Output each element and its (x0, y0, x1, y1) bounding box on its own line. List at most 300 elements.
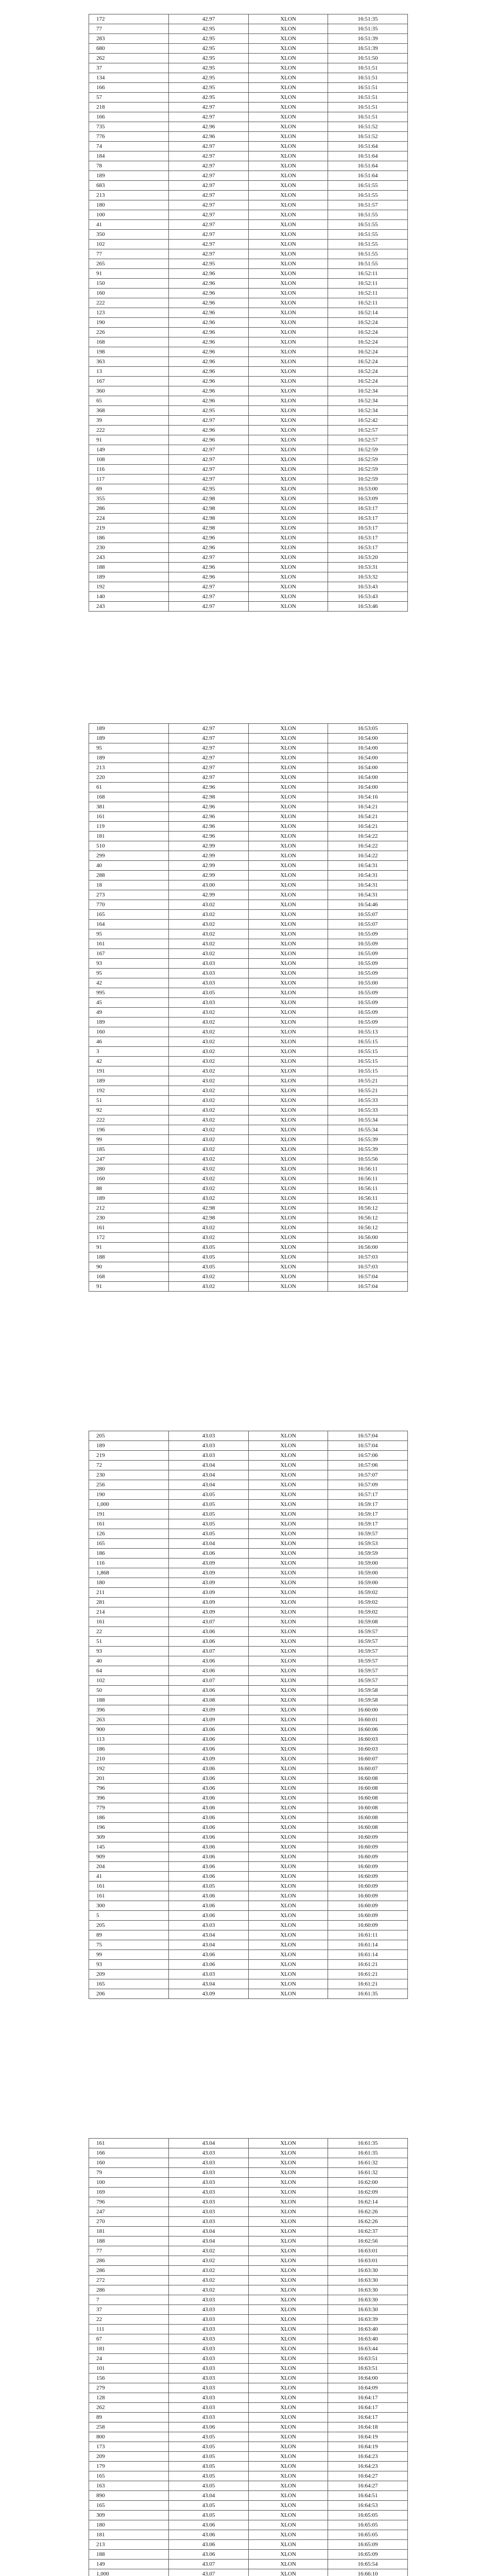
table-row (89, 2481, 408, 2491)
table-row (89, 465, 408, 474)
time-cell: 16:61:21 (328, 1970, 408, 1979)
venue-cell: XLON (249, 14, 328, 24)
price-cell: 42.97 (169, 474, 249, 484)
table-row (89, 2148, 408, 2158)
time-cell: 16:60:09 (328, 1891, 408, 1901)
quantity-cell: 188 (89, 563, 169, 572)
venue-cell: XLON (249, 2413, 328, 2422)
price-cell: 43.04 (169, 1480, 249, 1490)
price-cell: 43.02 (169, 1155, 249, 1164)
venue-cell: XLON (249, 24, 328, 34)
price-cell: 43.03 (169, 2364, 249, 2374)
quantity-cell: 39 (89, 416, 169, 426)
price-cell: 42.97 (169, 151, 249, 161)
venue-cell: XLON (249, 1549, 328, 1558)
quantity-cell: 145 (89, 1842, 169, 1852)
price-cell: 43.09 (169, 1715, 249, 1725)
trades-table-2 (89, 723, 408, 1292)
time-cell: 16:64:27 (328, 2471, 408, 2481)
time-cell: 16:59:57 (328, 1529, 408, 1539)
quantity-cell: 219 (89, 1451, 169, 1461)
quantity-cell: 213 (89, 191, 169, 200)
quantity-cell: 222 (89, 426, 169, 435)
price-cell: 43.04 (169, 1539, 249, 1549)
time-cell: 16:63:30 (328, 2285, 408, 2295)
venue-cell: XLON (249, 1047, 328, 1057)
venue-cell: XLON (249, 724, 328, 734)
time-cell: 16:52:59 (328, 474, 408, 484)
price-cell: 43.04 (169, 2227, 249, 2236)
venue-cell: XLON (249, 1568, 328, 1578)
quantity-cell: 180 (89, 1578, 169, 1588)
table-row (89, 1960, 408, 1970)
table-row (89, 2285, 408, 2295)
table-row (89, 1842, 408, 1852)
table-row (89, 191, 408, 200)
price-cell: 42.97 (169, 240, 249, 249)
table-row (89, 308, 408, 318)
quantity-cell: 166 (89, 112, 169, 122)
venue-cell: XLON (249, 1891, 328, 1901)
quantity-cell: 247 (89, 2207, 169, 2217)
quantity-cell: 165 (89, 2501, 169, 2511)
quantity-cell: 262 (89, 2403, 169, 2413)
quantity-cell: 166 (89, 83, 169, 93)
time-cell: 16:51:55 (328, 210, 408, 220)
price-cell: 43.03 (169, 2148, 249, 2158)
venue-cell: XLON (249, 812, 328, 822)
quantity-cell: 222 (89, 1115, 169, 1125)
time-cell: 16:63:39 (328, 2315, 408, 2325)
table-row (89, 792, 408, 802)
price-cell: 43.03 (169, 1431, 249, 1441)
venue-cell: XLON (249, 2432, 328, 2442)
quantity-cell: 168 (89, 337, 169, 347)
table-row (89, 743, 408, 753)
venue-cell: XLON (249, 851, 328, 861)
table-row (89, 2501, 408, 2511)
price-cell: 42.97 (169, 210, 249, 220)
venue-cell: XLON (249, 112, 328, 122)
price-cell: 43.05 (169, 2511, 249, 2520)
quantity-cell: 273 (89, 890, 169, 900)
venue-cell: XLON (249, 880, 328, 890)
venue-cell: XLON (249, 44, 328, 54)
venue-cell: XLON (249, 406, 328, 416)
table-row (89, 289, 408, 298)
venue-cell: XLON (249, 249, 328, 259)
quantity-cell: 100 (89, 210, 169, 220)
price-cell: 43.02 (169, 1086, 249, 1096)
time-cell: 16:54:21 (328, 812, 408, 822)
venue-cell: XLON (249, 1901, 328, 1911)
quantity-cell: 283 (89, 34, 169, 44)
price-cell: 43.06 (169, 1666, 249, 1676)
venue-cell: XLON (249, 1174, 328, 1184)
venue-cell: XLON (249, 2550, 328, 2560)
quantity-cell: 222 (89, 298, 169, 308)
price-cell: 43.06 (169, 1774, 249, 1784)
price-cell: 43.04 (169, 2139, 249, 2148)
time-cell: 16:64:27 (328, 2481, 408, 2491)
quantity-cell: 7 (89, 2295, 169, 2305)
price-cell: 43.02 (169, 1047, 249, 1057)
time-cell: 16:59:00 (328, 1558, 408, 1568)
quantity-cell: 180 (89, 200, 169, 210)
quantity-cell: 281 (89, 1598, 169, 1607)
venue-cell: XLON (249, 2374, 328, 2383)
venue-cell: XLON (249, 1696, 328, 1705)
quantity-cell: 185 (89, 1145, 169, 1155)
venue-cell: XLON (249, 783, 328, 792)
time-cell: 16:53:17 (328, 533, 408, 543)
time-cell: 16:60:08 (328, 1784, 408, 1793)
price-cell: 43.05 (169, 2452, 249, 2462)
price-cell: 43.03 (169, 959, 249, 969)
venue-cell: XLON (249, 1252, 328, 1262)
quantity-cell: 161 (89, 812, 169, 822)
venue-cell: XLON (249, 2344, 328, 2354)
venue-cell: XLON (249, 1705, 328, 1715)
venue-cell: XLON (249, 523, 328, 533)
quantity-cell: 779 (89, 1803, 169, 1813)
venue-cell: XLON (249, 1607, 328, 1617)
table-row (89, 1627, 408, 1637)
price-cell: 43.03 (169, 2158, 249, 2168)
quantity-cell: 198 (89, 347, 169, 357)
table-row (89, 1930, 408, 1940)
table-row (89, 1784, 408, 1793)
price-cell: 42.97 (169, 734, 249, 743)
quantity-cell: 3 (89, 1047, 169, 1057)
venue-cell: XLON (249, 2364, 328, 2374)
venue-cell: XLON (249, 1813, 328, 1823)
time-cell: 16:55:34 (328, 1125, 408, 1135)
venue-cell: XLON (249, 1921, 328, 1930)
venue-cell: XLON (249, 563, 328, 572)
price-cell: 43.02 (169, 1066, 249, 1076)
time-cell: 16:63:51 (328, 2354, 408, 2364)
price-cell: 43.05 (169, 1500, 249, 1510)
time-cell: 16:55:09 (328, 939, 408, 949)
table-row (89, 1823, 408, 1833)
price-cell: 43.06 (169, 1627, 249, 1637)
venue-cell: XLON (249, 1500, 328, 1510)
price-cell: 42.95 (169, 259, 249, 269)
table-row (89, 802, 408, 812)
time-cell: 16:60:09 (328, 1872, 408, 1882)
quantity-cell: 212 (89, 1204, 169, 1213)
time-cell: 16:53:43 (328, 592, 408, 602)
price-cell: 42.98 (169, 494, 249, 504)
table-row (89, 2491, 408, 2501)
price-cell: 43.05 (169, 2471, 249, 2481)
price-cell: 43.05 (169, 1529, 249, 1539)
quantity-cell: 161 (89, 2139, 169, 2148)
venue-cell: XLON (249, 210, 328, 220)
time-cell: 16:54:46 (328, 900, 408, 910)
price-cell: 43.02 (169, 1037, 249, 1047)
time-cell: 16:51:64 (328, 161, 408, 171)
quantity-cell: 189 (89, 753, 169, 763)
price-cell: 43.04 (169, 2236, 249, 2246)
venue-cell: XLON (249, 289, 328, 298)
quantity-cell: 995 (89, 988, 169, 998)
venue-cell: XLON (249, 386, 328, 396)
table-row (89, 367, 408, 377)
time-cell: 16:60:09 (328, 1901, 408, 1911)
venue-cell: XLON (249, 328, 328, 337)
venue-cell: XLON (249, 1960, 328, 1970)
table-row (89, 377, 408, 386)
quantity-cell: 683 (89, 181, 169, 191)
time-cell: 16:61:21 (328, 1979, 408, 1989)
price-cell: 43.05 (169, 2501, 249, 2511)
time-cell: 16:54:00 (328, 753, 408, 763)
venue-cell: XLON (249, 1930, 328, 1940)
time-cell: 16:56:11 (328, 1174, 408, 1184)
venue-cell: XLON (249, 582, 328, 592)
venue-cell: XLON (249, 34, 328, 44)
table-row (89, 2364, 408, 2374)
venue-cell: XLON (249, 802, 328, 812)
venue-cell: XLON (249, 1057, 328, 1066)
venue-cell: XLON (249, 1862, 328, 1872)
table-row (89, 1510, 408, 1519)
table-row (89, 230, 408, 240)
price-cell: 42.96 (169, 822, 249, 832)
price-cell: 42.99 (169, 890, 249, 900)
quantity-cell: 279 (89, 2383, 169, 2393)
quantity-cell: 272 (89, 2276, 169, 2285)
table-row (89, 1696, 408, 1705)
time-cell: 16:60:09 (328, 1921, 408, 1930)
quantity-cell: 102 (89, 1676, 169, 1686)
time-cell: 16:57:17 (328, 1490, 408, 1500)
venue-cell: XLON (249, 841, 328, 851)
time-cell: 16:55:09 (328, 929, 408, 939)
venue-cell: XLON (249, 1882, 328, 1891)
time-cell: 16:61:21 (328, 1960, 408, 1970)
venue-cell: XLON (249, 1145, 328, 1155)
time-cell: 16:60:09 (328, 1842, 408, 1852)
table-row (89, 1115, 408, 1125)
time-cell: 16:54:21 (328, 822, 408, 832)
quantity-cell: 286 (89, 2266, 169, 2276)
table-row (89, 2305, 408, 2315)
price-cell: 43.06 (169, 1950, 249, 1960)
table-row (89, 1223, 408, 1233)
venue-cell: XLON (249, 1519, 328, 1529)
quantity-cell: 113 (89, 1735, 169, 1744)
price-cell: 42.95 (169, 83, 249, 93)
table-row (89, 1057, 408, 1066)
time-cell: 16:54:21 (328, 802, 408, 812)
quantity-cell: 161 (89, 939, 169, 949)
quantity-cell: 186 (89, 1744, 169, 1754)
quantity-cell: 123 (89, 308, 169, 318)
quantity-cell: 188 (89, 1696, 169, 1705)
price-cell: 43.03 (169, 2207, 249, 2217)
price-cell: 42.96 (169, 132, 249, 142)
time-cell: 16:56:00 (328, 1243, 408, 1252)
price-cell: 42.97 (169, 773, 249, 783)
price-cell: 42.97 (169, 230, 249, 240)
time-cell: 16:52:24 (328, 318, 408, 328)
quantity-cell: 900 (89, 1725, 169, 1735)
table-row (89, 563, 408, 572)
venue-cell: XLON (249, 308, 328, 318)
venue-cell: XLON (249, 2403, 328, 2413)
venue-cell: XLON (249, 1715, 328, 1725)
price-cell: 43.06 (169, 1823, 249, 1833)
price-cell: 43.03 (169, 998, 249, 1008)
price-cell: 43.09 (169, 1588, 249, 1598)
table-row (89, 83, 408, 93)
price-cell: 43.03 (169, 2354, 249, 2364)
price-cell: 43.09 (169, 1598, 249, 1607)
table-row (89, 1441, 408, 1451)
quantity-cell: 355 (89, 494, 169, 504)
time-cell: 16:64:51 (328, 2491, 408, 2501)
trades-table-4 (89, 2138, 408, 2576)
table-row (89, 1754, 408, 1764)
quantity-cell: 65 (89, 396, 169, 406)
time-cell: 16:51:51 (328, 63, 408, 73)
quantity-cell: 186 (89, 1549, 169, 1558)
quantity-cell: 92 (89, 1106, 169, 1115)
time-cell: 16:60:08 (328, 1823, 408, 1833)
price-cell: 43.02 (169, 1096, 249, 1106)
time-cell: 16:52:14 (328, 308, 408, 318)
time-cell: 16:60:09 (328, 1862, 408, 1872)
time-cell: 16:65:05 (328, 2511, 408, 2520)
price-cell: 43.03 (169, 2413, 249, 2422)
price-cell: 42.97 (169, 112, 249, 122)
quantity-cell: 735 (89, 122, 169, 132)
table-row (89, 1194, 408, 1204)
price-cell: 42.97 (169, 14, 249, 24)
table-row (89, 2315, 408, 2325)
venue-cell: XLON (249, 1431, 328, 1441)
quantity-cell: 262 (89, 54, 169, 63)
quantity-cell: 91 (89, 435, 169, 445)
time-cell: 16:52:24 (328, 347, 408, 357)
price-cell: 42.96 (169, 347, 249, 357)
time-cell: 16:51:55 (328, 230, 408, 240)
time-cell: 16:63:30 (328, 2276, 408, 2285)
venue-cell: XLON (249, 592, 328, 602)
table-row (89, 1901, 408, 1911)
table-row (89, 455, 408, 465)
time-cell: 16:52:34 (328, 386, 408, 396)
price-cell: 43.02 (169, 1057, 249, 1066)
quantity-cell: 211 (89, 1588, 169, 1598)
quantity-cell: 243 (89, 602, 169, 612)
venue-cell: XLON (249, 743, 328, 753)
time-cell: 16:55:09 (328, 969, 408, 978)
quantity-cell: 50 (89, 1686, 169, 1696)
quantity-cell: 186 (89, 1813, 169, 1823)
time-cell: 16:53:17 (328, 523, 408, 533)
time-cell: 16:54:00 (328, 783, 408, 792)
quantity-cell: 206 (89, 1989, 169, 1999)
price-cell: 42.98 (169, 514, 249, 523)
venue-cell: XLON (249, 1872, 328, 1882)
quantity-cell: 189 (89, 1194, 169, 1204)
price-cell: 43.03 (169, 2325, 249, 2334)
price-cell: 42.97 (169, 191, 249, 200)
price-cell: 43.07 (169, 1676, 249, 1686)
price-cell: 43.06 (169, 1549, 249, 1558)
quantity-cell: 214 (89, 1607, 169, 1617)
quantity-cell: 111 (89, 2325, 169, 2334)
time-cell: 16:51:35 (328, 24, 408, 34)
time-cell: 16:62:00 (328, 2178, 408, 2188)
time-cell: 16:60:09 (328, 1882, 408, 1891)
quantity-cell: 95 (89, 969, 169, 978)
table-row (89, 1656, 408, 1666)
table-row (89, 1155, 408, 1164)
venue-cell: XLON (249, 103, 328, 112)
venue-cell: XLON (249, 1744, 328, 1754)
quantity-cell: 186 (89, 533, 169, 543)
price-cell: 43.06 (169, 1813, 249, 1823)
price-cell: 42.98 (169, 1204, 249, 1213)
price-cell: 43.05 (169, 1262, 249, 1272)
quantity-cell: 280 (89, 1164, 169, 1174)
quantity-cell: 93 (89, 959, 169, 969)
venue-cell: XLON (249, 2334, 328, 2344)
quantity-cell: 75 (89, 1940, 169, 1950)
price-cell: 43.05 (169, 1252, 249, 1262)
time-cell: 16:62:14 (328, 2197, 408, 2207)
venue-cell: XLON (249, 1970, 328, 1979)
table-row (89, 2462, 408, 2471)
time-cell: 16:54:00 (328, 743, 408, 753)
price-cell: 43.02 (169, 2285, 249, 2295)
price-cell: 43.04 (169, 1470, 249, 1480)
venue-cell: XLON (249, 181, 328, 191)
time-cell: 16:51:51 (328, 103, 408, 112)
price-cell: 43.05 (169, 1243, 249, 1252)
table-row (89, 2422, 408, 2432)
price-cell: 43.02 (169, 939, 249, 949)
venue-cell: XLON (249, 2188, 328, 2197)
venue-cell: XLON (249, 792, 328, 802)
quantity-cell: 41 (89, 1872, 169, 1882)
table-row (89, 939, 408, 949)
venue-cell: XLON (249, 54, 328, 63)
table-row (89, 63, 408, 73)
price-cell: 43.06 (169, 2530, 249, 2540)
time-cell: 16:52:11 (328, 289, 408, 298)
price-cell: 43.02 (169, 1135, 249, 1145)
price-cell: 43.05 (169, 2462, 249, 2471)
time-cell: 16:55:13 (328, 1027, 408, 1037)
quantity-cell: 189 (89, 734, 169, 743)
quantity-cell: 165 (89, 910, 169, 920)
price-cell: 43.09 (169, 1989, 249, 1999)
quantity-cell: 172 (89, 14, 169, 24)
quantity-cell: 156 (89, 2374, 169, 2383)
time-cell: 16:54:22 (328, 851, 408, 861)
time-cell: 16:59:58 (328, 1696, 408, 1705)
venue-cell: XLON (249, 1096, 328, 1106)
price-cell: 42.97 (169, 142, 249, 151)
venue-cell: XLON (249, 890, 328, 900)
time-cell: 16:51:39 (328, 44, 408, 54)
